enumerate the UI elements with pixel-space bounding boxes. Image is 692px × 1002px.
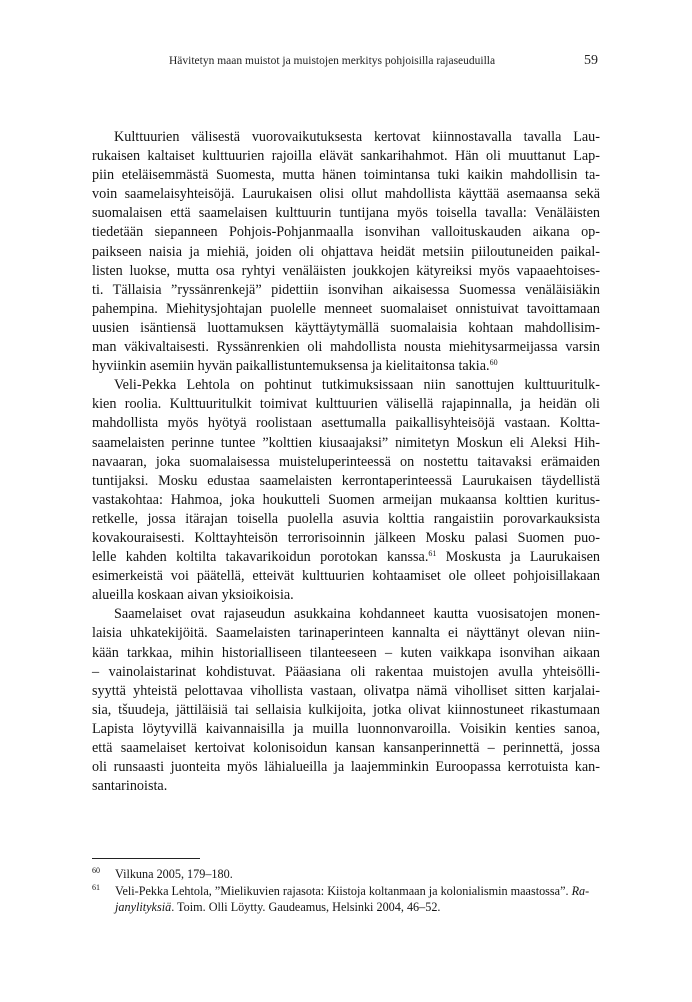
text-line: rukaisen kaltaiset kulttuurien rajoilla elävät sankarihahmot. Hän oli muuttanut Lap- <box>92 148 600 165</box>
text-line: että saamelaiset kertoivat kolonisoidun kansan kansanperinnettä – perinnettä, jossa <box>92 740 600 756</box>
footnote-60 <box>92 866 600 883</box>
paragraph-1 <box>92 128 600 376</box>
footnote-number: 60 <box>92 866 100 875</box>
text-line: esimerkeistä voi päätellä, etteivät kulttuurien kohtaamiset ole olleet pohjoisillakaan <box>92 568 600 585</box>
footnote-text: . Toim. Olli Löytty. Gaudeamus, Helsinki 2004, 46–52. <box>171 900 441 914</box>
text-line: kovakouraisesti. Kolttayhteisön terrorisoinnin jälkeen Mosku palasi Suomen puo- <box>92 529 600 546</box>
paragraph-2 <box>92 376 600 605</box>
footnotes <box>92 866 600 916</box>
text-line: kien roolia. Kulttuuritulkit toimivat kulttuurien välisellä rajapinnalla, ja heidän oli <box>92 396 600 413</box>
footnote-text: Veli-Pekka Lehtola, ”Mielikuvien rajasota: Kiistoja koltanmaan ja kolonialismin maastossa”. <box>115 883 569 898</box>
footnote-reference[interactable]: 60 <box>489 358 498 368</box>
footnote-italic-title: Ra- <box>571 883 590 898</box>
text-line: Saamelaiset ovat rajaseudun asukkaina kohdanneet kautta vuosisatojen monen- <box>114 606 600 623</box>
text-line: tuntijaksi. Mosku edustaa saamelaisten kerrontaperinteessä Laurukaisen täydellistä <box>92 472 600 489</box>
footnote-reference[interactable]: 61 <box>428 549 437 559</box>
text-line: man väkivaltaisesti. Ryssänrenkien oli mahdollista nousta miehitysarmeijassa varsin <box>92 339 600 356</box>
text-line: alueilla koskaan aivan yksioikoisia. <box>92 587 294 604</box>
text-line: voin saamelaisyhteisöjä. Laurukaisen olisi ollut mahdollista käyttää asemaansa sekä <box>92 186 600 203</box>
text-line-content: lelle kahden koltilta takavarikoidun porotokan kanssa. <box>92 549 429 566</box>
text-line: pahempina. Miehitysjohtajan puolelle menneet suomalaiset onnistuivat tavoittamaan <box>92 300 600 317</box>
text-line: uusien isäntiensä luottamuksen käyttäytymällä suomalaisia kohtaan mahdollisim- <box>92 319 600 336</box>
text-line: Kulttuurien välisestä vuorovaikutuksesta kertovat kiinnostavalla tavalla Lau- <box>114 129 600 145</box>
footnote-divider <box>92 858 200 859</box>
footnote-text-line <box>115 899 600 916</box>
text-line: retkelle, jossa itärajan toisella puolella asuvia kolttia rangaistiin porovarkauksista <box>92 510 600 527</box>
text-line: ti. Tällaisia ”ryssänrenkejä” pidettiin isonvihan aikaisessa Suomessa venäläisiäkin <box>92 281 600 298</box>
text-line-content: hyviinkin asemiin hyvän paikallistuntemuksensa ja kielitaitonsa takia. <box>92 358 490 375</box>
body-text <box>92 128 600 796</box>
running-title: Hävitetyn maan muistot ja muistojen merkitys pohjoisilla rajaseuduilla <box>169 55 496 67</box>
text-line: Lapista löytyvillä kaivannaisilla ja muilla luonnonvaroilla. Voisikin kenties sanoa, <box>92 720 600 737</box>
text-line: oli runsaasti juonteita myös lähialueilla ja laajemminkin Euroopassa kerrotuista kan- <box>92 759 600 776</box>
text-line: listen luokse, mutta osa ryhtyi venäläisten joukkojen kätyreiksi myös vapaaehtoises- <box>92 262 600 279</box>
footnote-text: Vilkuna 2005, 179–180. <box>115 867 233 881</box>
footnote-61 <box>92 883 600 916</box>
text-line: suomalaisen että saamelaisen kulttuurin tuntijana myös toisella tavalla: Venäläisten <box>92 205 600 222</box>
text-line: Veli-Pekka Lehtola on pohtinut tutkimuksissaan niin sanottujen kulttuuritulk- <box>114 377 600 394</box>
footnote-italic-title: janylityksiä <box>115 900 172 914</box>
text-line: tiedetään siepanneen Pohjois-Pohjanmaalla isonvihan valloituskauden aikana op- <box>92 224 600 241</box>
text-line: santarinoista. <box>92 778 168 795</box>
running-header <box>0 53 692 73</box>
text-line: sia, tšuudeja, jättiläisiä tai sellaisia kulkijoita, jotka olivat kiinnostuneet rikastumaan <box>92 701 600 718</box>
text-line: syyttä yhteistä pelottavaa vihollista vastaan, olivatpa nämä viholliset sitten karjalai- <box>92 682 600 699</box>
text-line <box>92 548 600 567</box>
text-line: kään tarkkaa, mihin historialliseen tilanteeseen – kuten vaikkapa isonvihan aikaan <box>92 644 600 661</box>
text-line: paikseen naisia ja miehiä, joiden oli ohjattava heidät metsiin piiloutuneiden paikal- <box>92 243 600 260</box>
paragraph-3 <box>92 605 600 796</box>
text-line: – vainolaistarinat kohdistuvat. Pääasiana oli rakentaa muistojen avulla yhteisölli- <box>92 663 600 680</box>
text-line: saamelaisten perinne tuntee ”kolttien kiusaajaksi” nimitetyn Moskun eli Aleksi Hih- <box>92 434 600 451</box>
text-line: navaaran, joka suomalaisessa muisteluperinteessä on nostettu taitavaksi erämaiden <box>92 453 600 470</box>
text-line: mahdollista myös hyötyä roolistaan asettumalla paikallisyhteisöjä vastaan. Koltta- <box>92 415 600 432</box>
page-number: 59 <box>584 53 598 68</box>
text-line: laisia uhkatekijöitä. Saamelaisten tarinaperinteen kannalta ei näyttänyt olevan niin- <box>92 625 600 642</box>
text-line: piin eteläisemmästä Suomesta, mutta hänen toimintansa tuki kaikin mahdollisin ta- <box>92 167 600 184</box>
text-line-content: Moskusta ja Laurukaisen <box>436 549 600 566</box>
footnote-number: 61 <box>92 882 100 892</box>
text-line: vastakohtaa: Hahmoa, joka houkutteli Suomen armeijan mukaansa kolttien kuritus- <box>92 491 600 508</box>
footnote-text-line <box>115 883 600 900</box>
text-line <box>92 357 600 376</box>
